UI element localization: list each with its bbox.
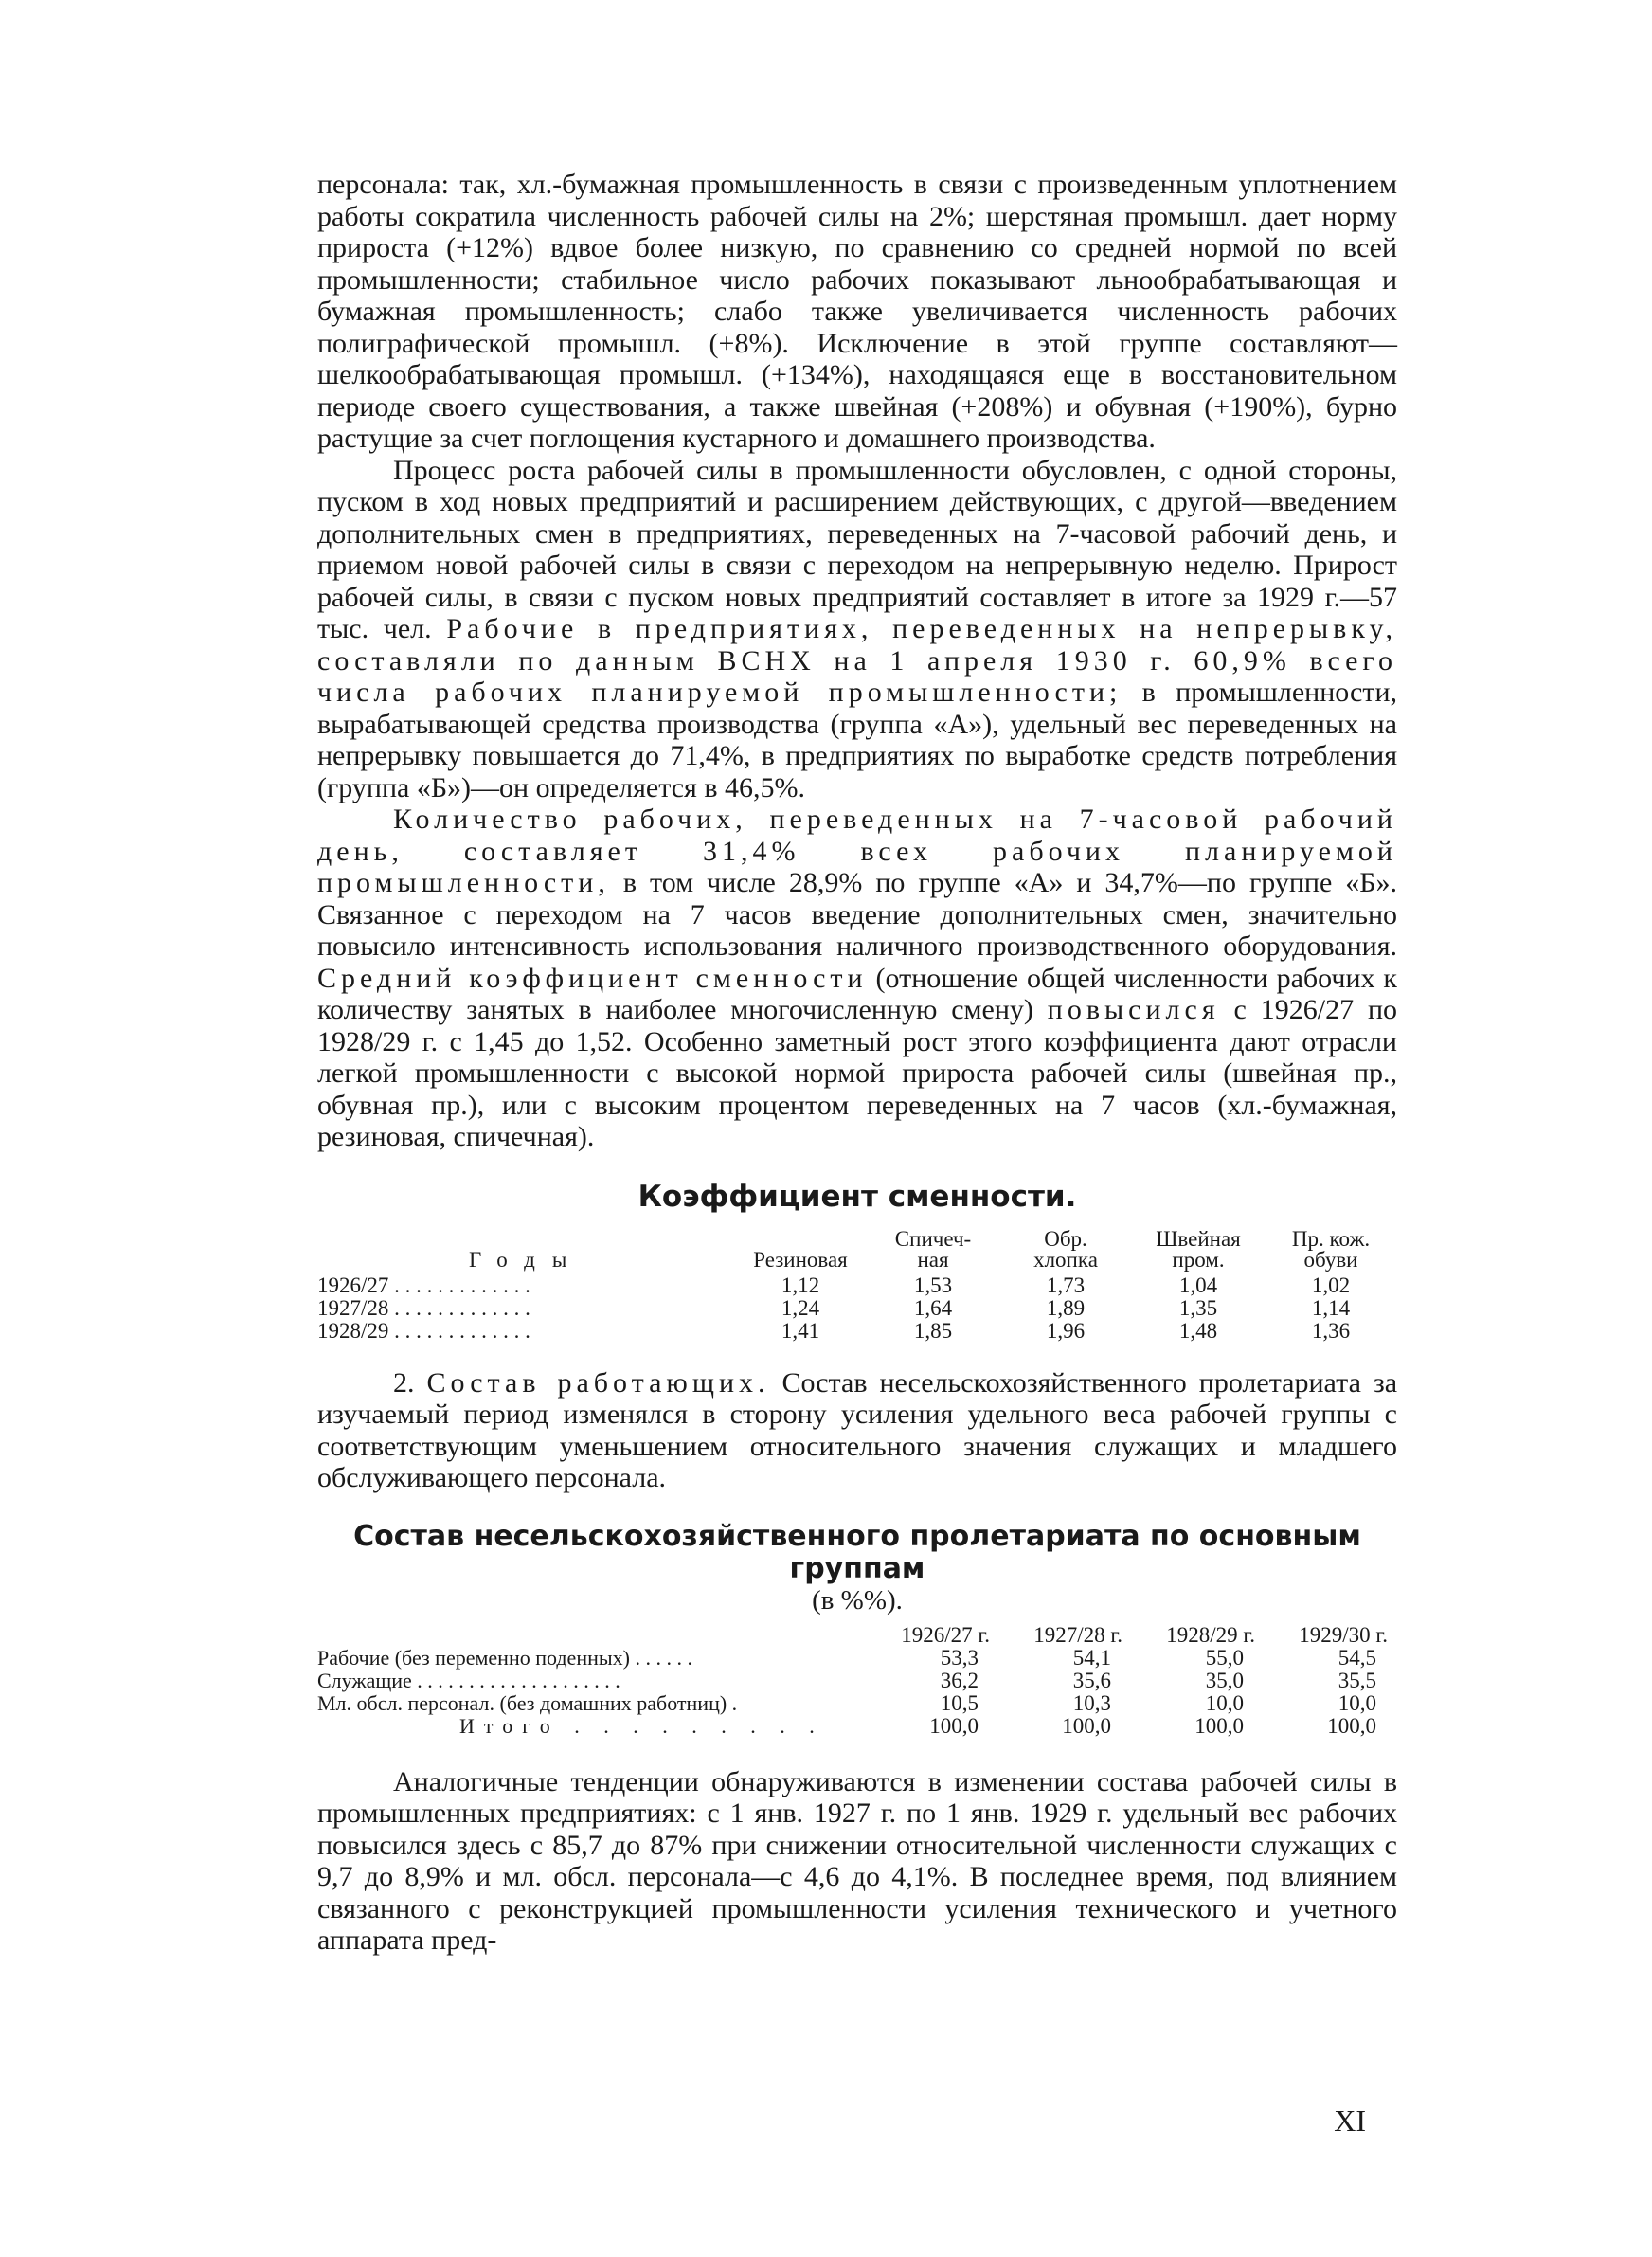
shift-table-header-row — [317, 1229, 1397, 1274]
cell-value: 54,5 — [1338, 1645, 1376, 1670]
table-row-total — [317, 1715, 1397, 1738]
row-label: Рабочие (без переменно поденных) . . . . . . — [317, 1645, 692, 1670]
header-match — [867, 1226, 999, 1274]
header-empty — [317, 1624, 867, 1647]
header-year-3: 1928/29 г. — [1166, 1622, 1255, 1647]
cell-rubber: 1,12 — [781, 1273, 820, 1297]
cell-sewing: 1,35 — [1178, 1295, 1218, 1320]
shift-table-title: Коэффициент сменности. — [637, 1179, 1077, 1214]
cell-rubber: 1,41 — [781, 1318, 820, 1343]
table-row — [317, 1274, 1397, 1297]
row-year: 1928/29 . . . . . . . . . . . . . — [317, 1318, 530, 1343]
header-cotton-line2: хлопка — [1033, 1247, 1098, 1272]
cell-value: 10,0 — [1205, 1690, 1244, 1715]
paragraph-2-text-c: в промышленности, вырабатывающей средства производства (группа «А»), удельный вес переведенных на непрерывку повышается до 71,4%, в предприятиях по выработке средств потребления (группа «Б»)—он определяется в 46,5%. — [317, 677, 1398, 803]
page-number: XI — [1334, 2104, 1366, 2138]
header-cotton-line1: Обр. — [1044, 1226, 1087, 1251]
paragraph-2-text-a: Процесс роста рабочей силы в промышленности обусловлен, с одной стороны, пуском в ход новых предприятий и расширением действующих, с другой—введением дополнительных смен в предприятиях, переведенных на 7-часовой рабочий день, и приемом новой рабочей силы в связи с переходом на непрерывную неделю. Прирост рабочей силы, в связи с пуском новых предприятий составляет в итоге за 1929 г.—57 тыс. чел. — [317, 454, 1397, 644]
composition-table-title: Состав несельскохозяйственного пролетариата по основным группам — [353, 1519, 1361, 1585]
paragraph-5: Аналогичные тенденции обнаруживаются в изменении состава рабочей силы в промышленных предприятиях: с 1 янв. 1927 г. по 1 янв. 1929 г. удельный вес рабочих повысился здесь с 85,7 до 87% при снижении относительной численности служащих с 9,7 до 8,9% и мл. обсл. персонала—с 4,6 до 4,1%. В последнее время, под влиянием связанного с реконструкцией промышленности усиления технического и учетного аппарата пред- — [317, 1765, 1397, 1956]
cell-match: 1,85 — [913, 1318, 953, 1343]
table-row — [317, 1297, 1397, 1320]
cell-match: 1,53 — [913, 1273, 953, 1297]
cell-value: 35,0 — [1205, 1668, 1244, 1692]
cell-value: 100,0 — [1194, 1713, 1244, 1738]
header-rubber: Резиновая — [753, 1247, 848, 1272]
cell-value: 54,1 — [1072, 1645, 1111, 1670]
cell-value: 35,6 — [1072, 1668, 1111, 1692]
paragraph-3 — [317, 803, 1397, 1153]
cell-value: 10,0 — [1338, 1690, 1376, 1715]
composition-table-subtitle: (в %%). — [812, 1584, 903, 1616]
cell-shoe: 1,14 — [1311, 1295, 1351, 1320]
table-row — [317, 1320, 1397, 1343]
cell-sewing: 1,48 — [1178, 1318, 1218, 1343]
cell-sewing: 1,04 — [1178, 1273, 1218, 1297]
paragraph-3-text-d: (отношение общей численности рабочих к количеству занятых в наиболее многочисленную смену) — [317, 962, 1398, 1025]
paragraph-4-text: Состав несельскохозяйственного пролетариата за изучаемый период изменялся в сторону усиления удельного веса рабочей группы с соответствующим уменьшением относительного значения служащих и младшего обслуживающего персонала. — [317, 1366, 1398, 1493]
cell-value: 10,3 — [1072, 1690, 1111, 1715]
cell-value: 53,3 — [940, 1645, 979, 1670]
table-row — [317, 1647, 1397, 1670]
table-row — [317, 1692, 1397, 1715]
header-cotton — [999, 1226, 1132, 1274]
cell-value: 100,0 — [929, 1713, 979, 1738]
paragraph-3-text-f: с 1926/27 по 1928/29 г. с 1,45 до 1,52. Особенно заметный рост этого коэффициента дают отрасли легкой промышленности с высокой нормой прироста рабочей силы (швейная пр., обувная пр.), или с высоким процентом переведенных на 7 часов (хл.-бумажная, резиновая, спичечная). — [317, 994, 1398, 1152]
header-shoe — [1265, 1226, 1397, 1274]
row-label: Мл. обсл. персонал. (без домашних работниц) . — [317, 1690, 738, 1715]
row-label: Служащие . . . . . . . . . . . . . . . . . . . . — [317, 1668, 620, 1692]
cell-cotton: 1,96 — [1046, 1318, 1086, 1343]
header-match-line2: ная — [917, 1247, 949, 1272]
cell-cotton: 1,89 — [1046, 1295, 1086, 1320]
paragraph-1: персонала: так, хл.-бумажная промышленность в связи с произведенным уплотнением работы сократила численность рабочей силы на 2%; шерстяная промышл. дает норму прироста (+12%) вдвое более низкую, по сравнению со средней нормой по всей промышленности; стабильное число рабочих показывают льнообрабатывающая и бумажная промышленность; слабо также увеличивается численность рабочих полиграфической промышл. (+8%). Исключение в этой группе составляют—шелкообрабатывающая промышл. (+134%), находящаяся еще в восстановительном периоде своего существования, а также швейная (+208%) и обувная (+190%), бурно растущие за счет поглощения кустарного и домашнего производства. — [317, 169, 1397, 454]
paragraph-4 — [317, 1367, 1397, 1494]
section-heading-inline: Состав работающих. — [426, 1366, 770, 1399]
header-shoe-line2: обуви — [1303, 1247, 1358, 1272]
header-match-line1: Спичеч- — [894, 1226, 972, 1251]
page-content — [317, 169, 1397, 1957]
row-year: 1926/27 . . . . . . . . . . . . . — [317, 1273, 530, 1297]
row-label-total: Итого . . . . . . . . . — [459, 1713, 824, 1738]
header-year-1: 1926/27 г. — [901, 1622, 990, 1647]
header-sewing-line1: Швейная — [1156, 1226, 1241, 1251]
section-number: 2. — [393, 1366, 415, 1399]
paragraph-2-spaced-text: Рабочие в предприятиях, переведенных на непрерывку, составляли по данным ВСНХ на 1 апреля 1930 г. 60,9% всего числа рабочих планируемой промышленности; — [317, 613, 1397, 708]
header-year-2: 1927/28 г. — [1033, 1622, 1122, 1647]
cell-value: 35,5 — [1338, 1668, 1376, 1692]
cell-value: 36,2 — [940, 1668, 979, 1692]
cell-value: 55,0 — [1205, 1645, 1244, 1670]
cell-value: 10,5 — [940, 1690, 979, 1715]
paragraph-2 — [317, 455, 1397, 804]
header-sewing — [1132, 1226, 1265, 1274]
table-row — [317, 1670, 1397, 1692]
cell-cotton: 1,73 — [1046, 1273, 1086, 1297]
paragraph-3-spaced-text-c: Средний коэффициент сменности — [317, 962, 868, 994]
cell-shoe: 1,36 — [1311, 1318, 1351, 1343]
header-shoe-line1: Пр. кож. — [1291, 1226, 1371, 1251]
cell-value: 100,0 — [1327, 1713, 1376, 1738]
paragraph-3-text-b: в том числе 28,9% по группе «А» и 34,7%—по группе «Б». Связанное с переходом на 7 часов введение дополнительных смен, значительно повысило интенсивность использования наличного производственного оборудования. — [317, 867, 1398, 962]
cell-rubber: 1,24 — [781, 1295, 820, 1320]
composition-table — [317, 1624, 1397, 1738]
shift-coefficient-table — [317, 1226, 1397, 1343]
header-year-4: 1929/30 г. — [1299, 1622, 1388, 1647]
header-sewing-line2: пром. — [1172, 1247, 1225, 1272]
cell-match: 1,64 — [913, 1295, 953, 1320]
paragraph-3-spaced-text-a: Количество рабочих, переведенных на 7-часовой рабочий день, составляет 31,4% всех рабочих планируемой промышленности, — [317, 803, 1397, 898]
row-year: 1927/28 . . . . . . . . . . . . . — [317, 1295, 530, 1320]
cell-value: 100,0 — [1062, 1713, 1111, 1738]
composition-header-row — [317, 1624, 1397, 1647]
header-years: Годы — [469, 1247, 584, 1272]
cell-shoe: 1,02 — [1311, 1273, 1351, 1297]
paragraph-3-spaced-text-e: повысился — [1047, 994, 1220, 1025]
